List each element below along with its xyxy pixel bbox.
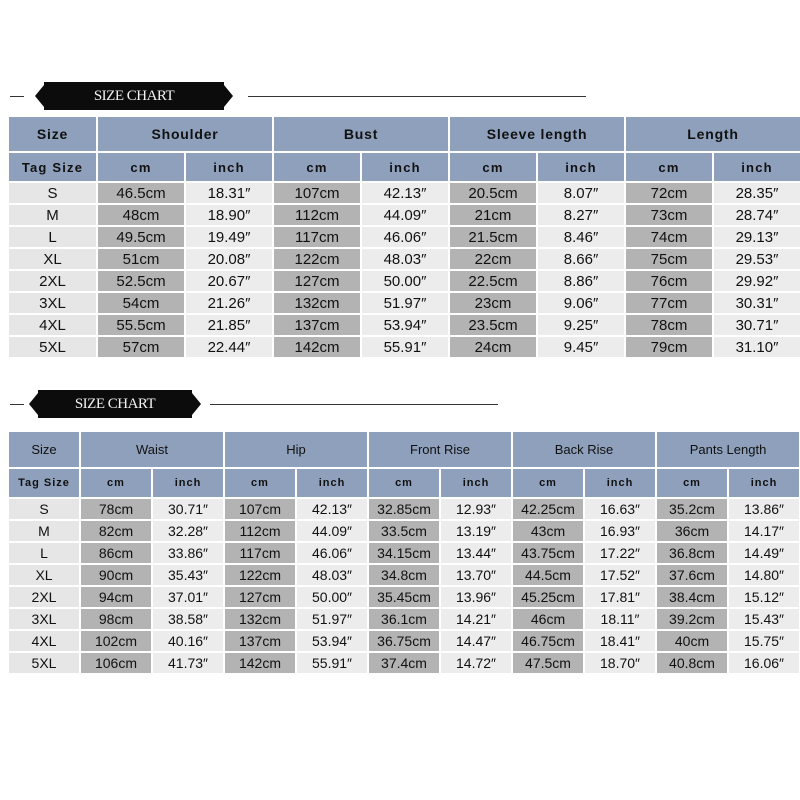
cm-cell: 46.75cm bbox=[513, 631, 583, 651]
col-header-back-rise: Back Rise bbox=[513, 432, 655, 467]
banner-tail-line bbox=[248, 96, 586, 97]
inch-cell: 20.67″ bbox=[186, 271, 272, 291]
cm-cell: 39.2cm bbox=[657, 609, 727, 629]
cm-cell: 78cm bbox=[81, 499, 151, 519]
header-row bbox=[9, 117, 800, 151]
cm-cell: 48cm bbox=[98, 205, 184, 225]
cm-cell: 127cm bbox=[274, 271, 360, 291]
cm-cell: 36cm bbox=[657, 521, 727, 541]
inch-cell: 18.11″ bbox=[585, 609, 655, 629]
inch-cell: 28.35″ bbox=[714, 183, 800, 203]
col-header-shoulder: Shoulder bbox=[98, 117, 272, 151]
inch-cell: 29.92″ bbox=[714, 271, 800, 291]
sub-header-cm: cm bbox=[369, 469, 439, 497]
cm-cell: 22cm bbox=[450, 249, 536, 269]
cm-cell: 35.2cm bbox=[657, 499, 727, 519]
inch-cell: 42.13″ bbox=[362, 183, 448, 203]
inch-cell: 8.66″ bbox=[538, 249, 624, 269]
cm-cell: 32.85cm bbox=[369, 499, 439, 519]
inch-cell: 16.93″ bbox=[585, 521, 655, 541]
inch-cell: 20.08″ bbox=[186, 249, 272, 269]
table-row bbox=[9, 271, 800, 291]
inch-cell: 17.52″ bbox=[585, 565, 655, 585]
cm-cell: 35.45cm bbox=[369, 587, 439, 607]
inch-cell: 30.71″ bbox=[153, 499, 223, 519]
cm-cell: 76cm bbox=[626, 271, 712, 291]
sub-header-inch: inch bbox=[186, 153, 272, 181]
sub-header-cm: cm bbox=[225, 469, 295, 497]
cm-cell: 37.6cm bbox=[657, 565, 727, 585]
inch-cell: 16.63″ bbox=[585, 499, 655, 519]
cm-cell: 33.5cm bbox=[369, 521, 439, 541]
inch-cell: 13.44″ bbox=[441, 543, 511, 563]
inch-cell: 22.44″ bbox=[186, 337, 272, 357]
inch-cell: 13.70″ bbox=[441, 565, 511, 585]
cm-cell: 36.1cm bbox=[369, 609, 439, 629]
inch-cell: 44.09″ bbox=[297, 521, 367, 541]
cm-cell: 107cm bbox=[274, 183, 360, 203]
cm-cell: 36.75cm bbox=[369, 631, 439, 651]
inch-cell: 48.03″ bbox=[297, 565, 367, 585]
inch-cell: 30.71″ bbox=[714, 315, 800, 335]
cm-cell: 52.5cm bbox=[98, 271, 184, 291]
banner-tail-line bbox=[210, 404, 498, 405]
inch-cell: 13.96″ bbox=[441, 587, 511, 607]
inch-cell: 53.94″ bbox=[362, 315, 448, 335]
size-cell: 5XL bbox=[9, 653, 79, 673]
table-row bbox=[9, 205, 800, 225]
cm-cell: 34.8cm bbox=[369, 565, 439, 585]
col-header-size: Size bbox=[9, 117, 96, 151]
cm-cell: 24cm bbox=[450, 337, 536, 357]
banner-title: SIZE CHART bbox=[93, 87, 175, 104]
inch-cell: 55.91″ bbox=[297, 653, 367, 673]
inch-cell: 14.72″ bbox=[441, 653, 511, 673]
cm-cell: 40.8cm bbox=[657, 653, 727, 673]
table-row bbox=[9, 183, 800, 203]
top-size-chart-table bbox=[7, 115, 800, 359]
sub-header-row bbox=[9, 153, 800, 181]
bottom-size-chart-table bbox=[7, 430, 800, 675]
inch-cell: 31.10″ bbox=[714, 337, 800, 357]
cm-cell: 72cm bbox=[626, 183, 712, 203]
inch-cell: 44.09″ bbox=[362, 205, 448, 225]
col-header-hip: Hip bbox=[225, 432, 367, 467]
sub-header-inch: inch bbox=[441, 469, 511, 497]
cm-cell: 86cm bbox=[81, 543, 151, 563]
cm-cell: 82cm bbox=[81, 521, 151, 541]
cm-cell: 45.25cm bbox=[513, 587, 583, 607]
table-row bbox=[9, 543, 799, 563]
sub-header-cm: cm bbox=[657, 469, 727, 497]
table-row bbox=[9, 499, 799, 519]
cm-cell: 90cm bbox=[81, 565, 151, 585]
size-cell: 4XL bbox=[9, 631, 79, 651]
size-cell: 3XL bbox=[9, 609, 79, 629]
size-cell: S bbox=[9, 499, 79, 519]
size-cell: 4XL bbox=[9, 315, 96, 335]
cm-cell: 122cm bbox=[274, 249, 360, 269]
inch-cell: 13.19″ bbox=[441, 521, 511, 541]
inch-cell: 14.21″ bbox=[441, 609, 511, 629]
inch-cell: 38.58″ bbox=[153, 609, 223, 629]
cm-cell: 137cm bbox=[225, 631, 295, 651]
table-row bbox=[9, 609, 799, 629]
inch-cell: 14.49″ bbox=[729, 543, 799, 563]
sub-header-inch: inch bbox=[362, 153, 448, 181]
banner-lead-line bbox=[10, 96, 24, 97]
cm-cell: 73cm bbox=[626, 205, 712, 225]
cm-cell: 36.8cm bbox=[657, 543, 727, 563]
col-header-pants-length: Pants Length bbox=[657, 432, 799, 467]
inch-cell: 33.86″ bbox=[153, 543, 223, 563]
inch-cell: 8.27″ bbox=[538, 205, 624, 225]
cm-cell: 117cm bbox=[225, 543, 295, 563]
table-row bbox=[9, 337, 800, 357]
bottom-table-body bbox=[9, 499, 799, 673]
cm-cell: 23.5cm bbox=[450, 315, 536, 335]
sub-header-inch: inch bbox=[153, 469, 223, 497]
sub-header-inch: inch bbox=[585, 469, 655, 497]
col-header-length: Length bbox=[626, 117, 800, 151]
cm-cell: 117cm bbox=[274, 227, 360, 247]
size-cell: 3XL bbox=[9, 293, 96, 313]
inch-cell: 19.49″ bbox=[186, 227, 272, 247]
cm-cell: 77cm bbox=[626, 293, 712, 313]
table-row bbox=[9, 565, 799, 585]
inch-cell: 18.31″ bbox=[186, 183, 272, 203]
inch-cell: 9.25″ bbox=[538, 315, 624, 335]
cm-cell: 22.5cm bbox=[450, 271, 536, 291]
cm-cell: 94cm bbox=[81, 587, 151, 607]
sub-header-inch: inch bbox=[538, 153, 624, 181]
inch-cell: 8.86″ bbox=[538, 271, 624, 291]
cm-cell: 21.5cm bbox=[450, 227, 536, 247]
inch-cell: 21.85″ bbox=[186, 315, 272, 335]
cm-cell: 55.5cm bbox=[98, 315, 184, 335]
inch-cell: 29.13″ bbox=[714, 227, 800, 247]
inch-cell: 50.00″ bbox=[362, 271, 448, 291]
sub-header-inch: inch bbox=[714, 153, 800, 181]
size-cell: XL bbox=[9, 249, 96, 269]
table-row bbox=[9, 293, 800, 313]
table-row bbox=[9, 653, 799, 673]
cm-cell: 40cm bbox=[657, 631, 727, 651]
banner-label bbox=[38, 390, 192, 418]
table-row bbox=[9, 587, 799, 607]
size-cell: M bbox=[9, 521, 79, 541]
inch-cell: 17.81″ bbox=[585, 587, 655, 607]
inch-cell: 35.43″ bbox=[153, 565, 223, 585]
inch-cell: 51.97″ bbox=[362, 293, 448, 313]
size-chart-banner-top bbox=[0, 82, 800, 112]
cm-cell: 74cm bbox=[626, 227, 712, 247]
inch-cell: 12.93″ bbox=[441, 499, 511, 519]
cm-cell: 42.25cm bbox=[513, 499, 583, 519]
inch-cell: 18.70″ bbox=[585, 653, 655, 673]
cm-cell: 127cm bbox=[225, 587, 295, 607]
cm-cell: 112cm bbox=[274, 205, 360, 225]
sub-header-cm: cm bbox=[274, 153, 360, 181]
cm-cell: 132cm bbox=[225, 609, 295, 629]
inch-cell: 42.13″ bbox=[297, 499, 367, 519]
cm-cell: 132cm bbox=[274, 293, 360, 313]
banner-lead-line bbox=[10, 404, 24, 405]
col-header-waist: Waist bbox=[81, 432, 223, 467]
inch-cell: 28.74″ bbox=[714, 205, 800, 225]
inch-cell: 46.06″ bbox=[297, 543, 367, 563]
cm-cell: 57cm bbox=[98, 337, 184, 357]
inch-cell: 21.26″ bbox=[186, 293, 272, 313]
cm-cell: 102cm bbox=[81, 631, 151, 651]
inch-cell: 41.73″ bbox=[153, 653, 223, 673]
table-row bbox=[9, 227, 800, 247]
size-cell: S bbox=[9, 183, 96, 203]
inch-cell: 15.75″ bbox=[729, 631, 799, 651]
sub-header-cm: cm bbox=[626, 153, 712, 181]
table-row bbox=[9, 315, 800, 335]
cm-cell: 107cm bbox=[225, 499, 295, 519]
cm-cell: 122cm bbox=[225, 565, 295, 585]
cm-cell: 142cm bbox=[225, 653, 295, 673]
cm-cell: 43cm bbox=[513, 521, 583, 541]
inch-cell: 17.22″ bbox=[585, 543, 655, 563]
inch-cell: 18.90″ bbox=[186, 205, 272, 225]
size-chart-banner-bottom bbox=[0, 390, 800, 420]
cm-cell: 23cm bbox=[450, 293, 536, 313]
cm-cell: 46.5cm bbox=[98, 183, 184, 203]
sub-header-inch: inch bbox=[297, 469, 367, 497]
sub-header-cm: cm bbox=[450, 153, 536, 181]
col-header-size: Size bbox=[9, 432, 79, 467]
cm-cell: 47.5cm bbox=[513, 653, 583, 673]
cm-cell: 112cm bbox=[225, 521, 295, 541]
sub-header-row bbox=[9, 469, 799, 497]
inch-cell: 8.46″ bbox=[538, 227, 624, 247]
cm-cell: 34.15cm bbox=[369, 543, 439, 563]
inch-cell: 15.12″ bbox=[729, 587, 799, 607]
cm-cell: 75cm bbox=[626, 249, 712, 269]
inch-cell: 48.03″ bbox=[362, 249, 448, 269]
inch-cell: 32.28″ bbox=[153, 521, 223, 541]
size-cell: XL bbox=[9, 565, 79, 585]
cm-cell: 20.5cm bbox=[450, 183, 536, 203]
inch-cell: 55.91″ bbox=[362, 337, 448, 357]
top-table-body bbox=[9, 183, 800, 357]
col-header-sleeve-length: Sleeve length bbox=[450, 117, 624, 151]
inch-cell: 14.80″ bbox=[729, 565, 799, 585]
cm-cell: 79cm bbox=[626, 337, 712, 357]
sub-header-cm: cm bbox=[98, 153, 184, 181]
inch-cell: 9.45″ bbox=[538, 337, 624, 357]
inch-cell: 37.01″ bbox=[153, 587, 223, 607]
cm-cell: 106cm bbox=[81, 653, 151, 673]
cm-cell: 137cm bbox=[274, 315, 360, 335]
inch-cell: 14.17″ bbox=[729, 521, 799, 541]
inch-cell: 50.00″ bbox=[297, 587, 367, 607]
sub-header-inch: inch bbox=[729, 469, 799, 497]
cm-cell: 43.75cm bbox=[513, 543, 583, 563]
inch-cell: 9.06″ bbox=[538, 293, 624, 313]
inch-cell: 53.94″ bbox=[297, 631, 367, 651]
size-cell: M bbox=[9, 205, 96, 225]
header-row bbox=[9, 432, 799, 467]
banner-label bbox=[44, 82, 224, 110]
cm-cell: 142cm bbox=[274, 337, 360, 357]
size-cell: 5XL bbox=[9, 337, 96, 357]
table-row bbox=[9, 521, 799, 541]
cm-cell: 38.4cm bbox=[657, 587, 727, 607]
size-cell: 2XL bbox=[9, 587, 79, 607]
cm-cell: 44.5cm bbox=[513, 565, 583, 585]
inch-cell: 8.07″ bbox=[538, 183, 624, 203]
inch-cell: 18.41″ bbox=[585, 631, 655, 651]
size-cell: 2XL bbox=[9, 271, 96, 291]
cm-cell: 21cm bbox=[450, 205, 536, 225]
inch-cell: 29.53″ bbox=[714, 249, 800, 269]
cm-cell: 78cm bbox=[626, 315, 712, 335]
sub-header-tag-size: Tag Size bbox=[9, 469, 79, 497]
table-row bbox=[9, 249, 800, 269]
col-header-front-rise: Front Rise bbox=[369, 432, 511, 467]
cm-cell: 46cm bbox=[513, 609, 583, 629]
table-row bbox=[9, 631, 799, 651]
inch-cell: 16.06″ bbox=[729, 653, 799, 673]
cm-cell: 37.4cm bbox=[369, 653, 439, 673]
cm-cell: 98cm bbox=[81, 609, 151, 629]
inch-cell: 13.86″ bbox=[729, 499, 799, 519]
size-cell: L bbox=[9, 543, 79, 563]
size-cell: L bbox=[9, 227, 96, 247]
inch-cell: 15.43″ bbox=[729, 609, 799, 629]
sub-header-cm: cm bbox=[81, 469, 151, 497]
inch-cell: 30.31″ bbox=[714, 293, 800, 313]
inch-cell: 14.47″ bbox=[441, 631, 511, 651]
banner-title: SIZE CHART bbox=[74, 395, 156, 412]
col-header-bust: Bust bbox=[274, 117, 448, 151]
cm-cell: 49.5cm bbox=[98, 227, 184, 247]
cm-cell: 51cm bbox=[98, 249, 184, 269]
sub-header-cm: cm bbox=[513, 469, 583, 497]
cm-cell: 54cm bbox=[98, 293, 184, 313]
inch-cell: 46.06″ bbox=[362, 227, 448, 247]
sub-header-tag-size: Tag Size bbox=[9, 153, 96, 181]
inch-cell: 40.16″ bbox=[153, 631, 223, 651]
inch-cell: 51.97″ bbox=[297, 609, 367, 629]
